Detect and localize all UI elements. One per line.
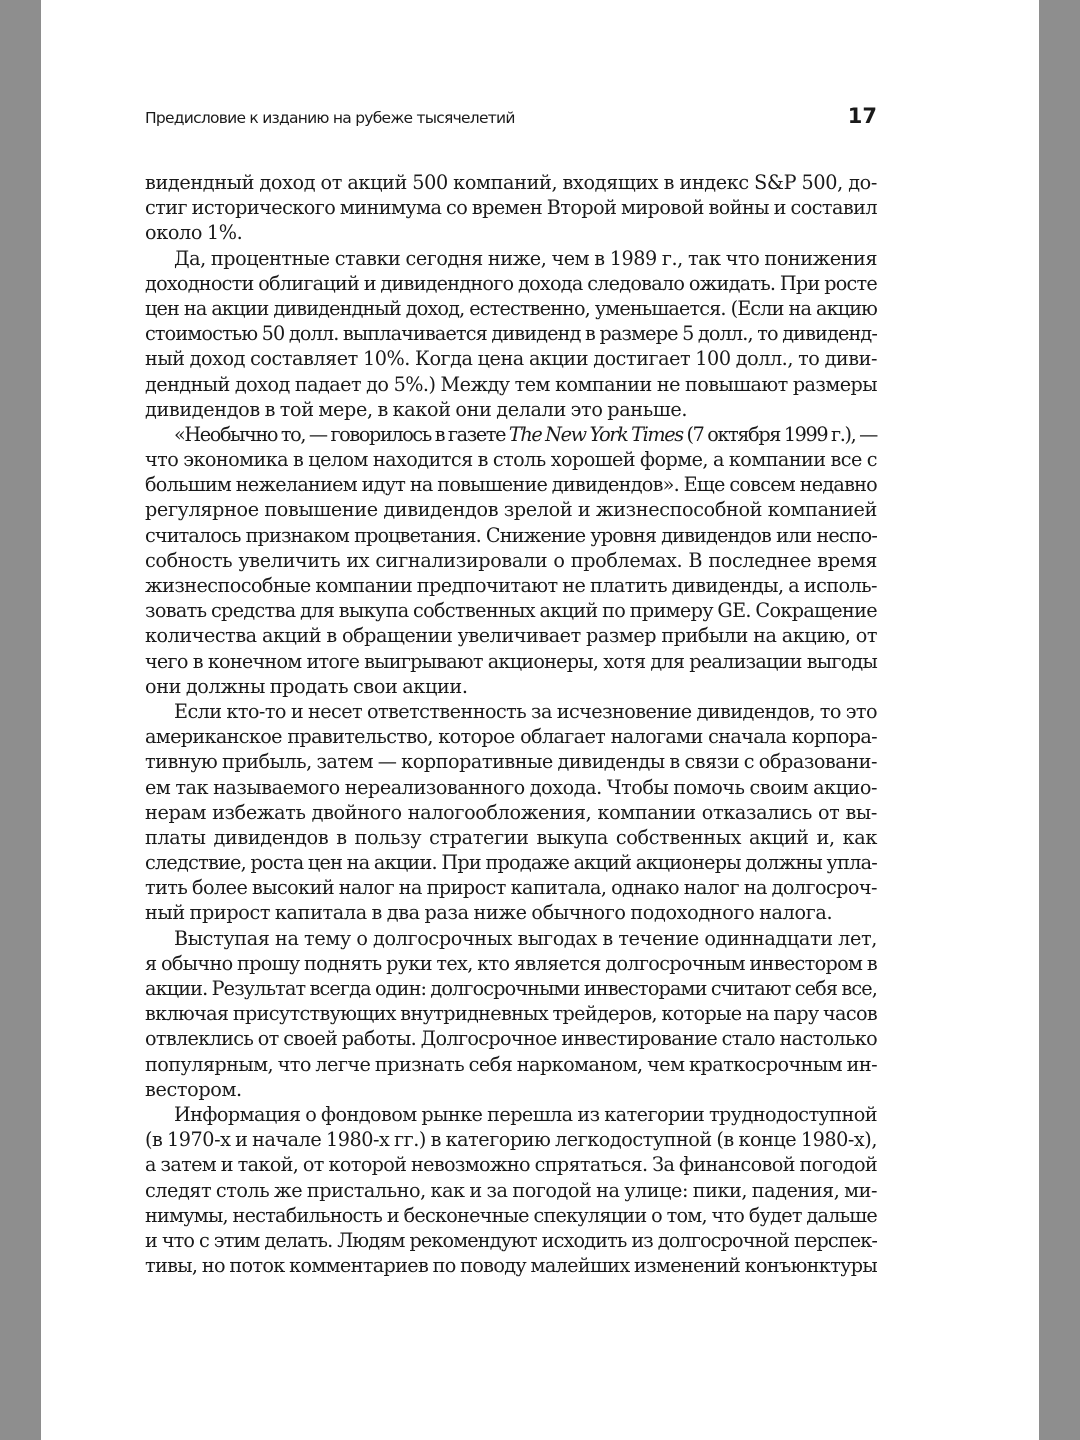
text-line — [145, 422, 877, 447]
paragraph — [145, 246, 877, 422]
newspaper-title: The New York Times — [508, 422, 683, 446]
text-line: тивную прибыль, затем — корпоративные дивиденды в связи с образовани- — [145, 750, 877, 774]
text-line: отвлеклись от своей работы. Долгосрочное инвестирование стало настолько — [145, 1027, 877, 1051]
text-line: чего в конечном итоге выигрывают акционеры, хотя для реализации выгоды — [145, 649, 877, 673]
text-line: американское правительство, которое облагает налогами сначала корпора- — [145, 725, 877, 749]
text-line: следят столь же пристально, как и за погодой на улице: пики, падения, ми- — [145, 1178, 877, 1202]
text-line: что экономика в целом находится в столь хорошей форме, а компании все с — [145, 448, 877, 472]
text-line: (в 1970-х и начале 1980-х гг.) в категорию легкодоступной (в конце 1980-х), — [145, 1128, 877, 1152]
page-number: 17 — [847, 104, 877, 128]
text-line: видендный доход от акций 500 компаний, входящих в индекс S&P 500, до- — [145, 171, 877, 194]
quote-date: (7 октября 1999 г.), — — [682, 422, 877, 446]
text-line: дивидендов в той мере, в какой они делали это раньше. — [145, 397, 688, 421]
text-line: стиг исторического минимума со времен Второй мировой войны и составил — [145, 196, 877, 220]
document-page — [41, 0, 1039, 1440]
text-line: тивы, но поток комментариев по поводу малейших изменений конъюнктуры — [145, 1254, 877, 1278]
text-line: они должны продать свои акции. — [145, 674, 468, 698]
text-line: Если кто-то и несет ответственность за исчезновение дивидендов, то это — [174, 699, 877, 723]
text-line: популярным, что легче признать себя наркоманом, чем краткосрочным ин- — [145, 1052, 877, 1076]
paragraph — [145, 170, 877, 246]
text-line: Да, процентные ставки сегодня ниже, чем в 1989 г., так что понижения — [174, 246, 877, 270]
text-line: вестором. — [145, 1077, 242, 1101]
text-line: платы дивидендов в пользу стратегии выкупа собственных акций и, как — [145, 825, 877, 849]
text-line: дендный доход падает до 5%.) Между тем компании не повышают размеры — [145, 372, 877, 396]
text-line: собность увеличить их сигнализировали о проблемах. В последнее время — [145, 548, 877, 572]
text-line: ный доход составляет 10%. Когда цена акции достигает 100 долл., то диви- — [145, 347, 877, 371]
text-line: жизнеспособные компании предпочитают не платить дивиденды, а исполь- — [145, 574, 877, 597]
quote-text: «Необычно то, — говорилось в газете — [174, 422, 509, 446]
text-line: большим нежеланием идут на повышение дивидендов». Еще совсем недавно — [145, 473, 877, 497]
text-line: стоимостью 50 долл. выплачивается дивиденд в размере 5 долл., то дивиденд- — [145, 322, 877, 346]
text-line: зовать средства для выкупа собственных акций по примеру GE. Сокращение — [145, 599, 877, 623]
text-line: я обычно прошу поднять руки тех, кто является долгосрочным инвестором в — [145, 951, 877, 975]
paragraph — [145, 699, 877, 926]
text-line: включая присутствующих внутридневных трейдеров, которые на пару часов — [145, 1002, 877, 1026]
running-header — [145, 104, 877, 134]
text-line: а затем и такой, от которой невозможно спрятаться. За финансовой погодой — [145, 1153, 877, 1177]
paragraph — [145, 926, 877, 1102]
text-line: и что с этим делать. Людям рекомендуют исходить из долгосрочной перспек- — [145, 1228, 877, 1252]
paragraph — [145, 1102, 877, 1278]
text-line: Выступая на тему о долгосрочных выгодах в течение одиннадцати лет, — [174, 926, 877, 950]
text-line: тить более высокий налог на прирост капитала, однако налог на долгосроч- — [145, 876, 877, 900]
text-line: Информация о фондовом рынке перешла из категории труднодоступной — [174, 1102, 877, 1126]
section-title: Предисловие к изданию на рубеже тысячелетий — [145, 109, 515, 127]
text-line: ем так называемого нереализованного дохода. Чтобы помочь своим акцио- — [145, 775, 877, 799]
text-line: регулярное повышение дивидендов зрелой и жизнеспособной компанией — [145, 498, 877, 522]
text-line: цен на акции дивидендный доход, естественно, уменьшается. (Если на акцию — [145, 296, 877, 320]
text-line: ный прирост капитала в два раза ниже обычного подоходного налога. — [145, 901, 833, 925]
text-line: нерам избежать двойного налогообложения, компании отказались от вы- — [145, 800, 877, 824]
text-line: следствие, роста цен на акции. При продаже акций акционеры должны упла- — [145, 851, 877, 875]
text-line: считалось признаком процветания. Снижение уровня дивидендов или неспо- — [145, 523, 877, 547]
text-line: нимумы, нестабильность и бесконечные спекуляции о том, что будет дальше — [145, 1203, 877, 1227]
text-line: доходности облигаций и дивидендного дохода следовало ожидать. При росте — [145, 271, 877, 295]
text-line: акции. Результат всегда один: долгосрочными инвесторами считают себя все, — [145, 977, 877, 1000]
text-line: около 1%. — [145, 221, 243, 245]
body-text — [145, 170, 877, 1278]
paragraph — [145, 422, 877, 699]
text-line: количества акций в обращении увеличивает размер прибыли на акцию, от — [145, 624, 877, 648]
